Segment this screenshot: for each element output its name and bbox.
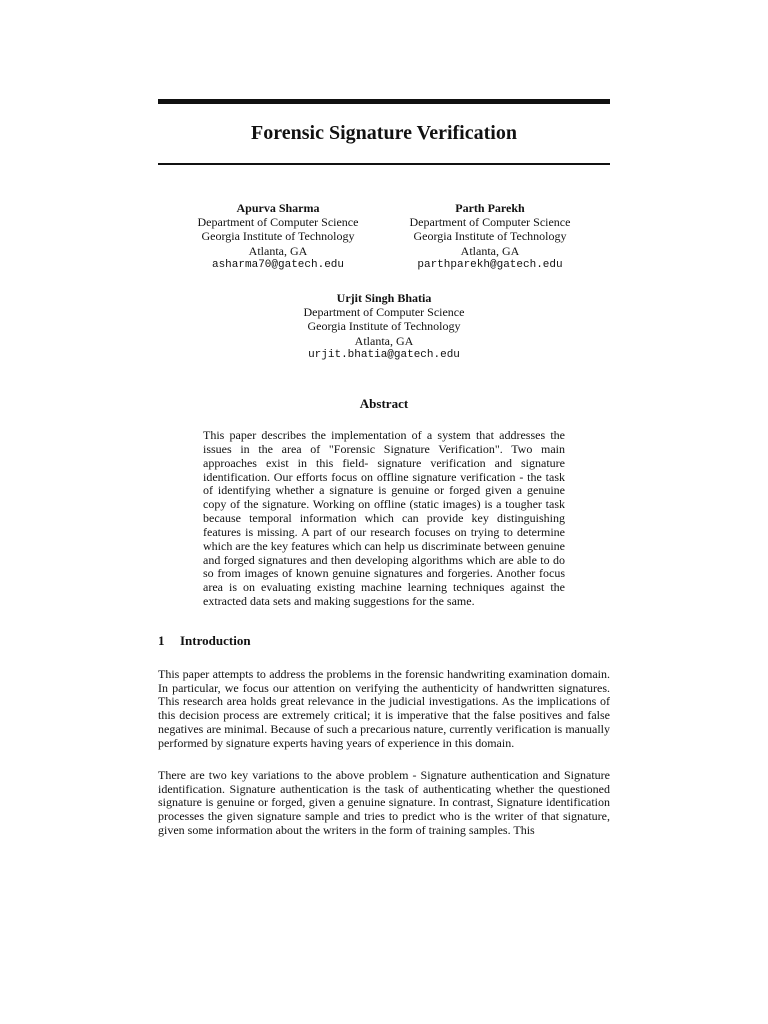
section-title: Introduction bbox=[180, 633, 251, 648]
author-email: urjit.bhatia@gatech.edu bbox=[308, 348, 460, 361]
section-number: 1 bbox=[158, 633, 165, 648]
author-block-3 bbox=[274, 291, 494, 362]
paper-title: Forensic Signature Verification bbox=[251, 122, 517, 144]
author-location: Atlanta, GA bbox=[248, 243, 308, 258]
author-name: Apurva Sharma bbox=[236, 201, 320, 215]
author-block-1 bbox=[168, 201, 388, 272]
author-block-2 bbox=[380, 201, 600, 272]
author-institution: Georgia Institute of Technology bbox=[413, 229, 567, 244]
author-department: Department of Computer Science bbox=[409, 215, 571, 230]
author-department: Department of Computer Science bbox=[197, 215, 359, 230]
author-email: asharma70@gatech.edu bbox=[211, 258, 345, 271]
author-location: Atlanta, GA bbox=[354, 333, 414, 348]
introduction-paragraph-1: This paper attempts to address the problems in the forensic handwriting examination domain. In particular, we focus our attention on verifying the authenticity of handwritten signatures. This research area holds great relevance in the judicial investigations. As the implications of this decision process are extremely critical; it is imperative that the false positives and false negatives are minimal. Because of such a precarious nature, currently verification is manually performed by signature experts having years of experience in this domain. bbox=[158, 667, 610, 750]
abstract-text: This paper describes the implementation of a system that addresses the issues in the area of "Forensic Signature Verification". Two main approaches exist in this field- signature verification and signature identification. Our efforts focus on offline signature verification - the task of identifying whether a signature is genuine or forged given a genuine copy of the signature. Working on offline (static images) is a tougher task because temporal information which can provide key distinguishing features is missing. A part of our research focuses on trying to determine which are the key features which can help us discriminate between genuine and forged signatures and then developing algorithms which are able to do so from images of known genuine signatures and forgeries. Another focus area is on evaluating existing machine learning techniques against the extracted data sets and making suggestions for the same. bbox=[203, 428, 565, 609]
author-email: parthparekh@gatech.edu bbox=[417, 258, 563, 271]
abstract-heading: Abstract bbox=[359, 396, 409, 411]
author-name: Urjit Singh Bhatia bbox=[336, 291, 432, 305]
author-institution: Georgia Institute of Technology bbox=[201, 229, 355, 244]
author-institution: Georgia Institute of Technology bbox=[307, 319, 461, 334]
introduction-paragraph-2: There are two key variations to the above problem - Signature authentication and Signature identification. Signature authentication is the task of authenticating whether the questioned signature is genuine or forged, given a genuine signature. In contrast, Signature identification processes the given signature sample and tries to predict who is the writer of that signature, given some information about the writers in the form of training samples. This bbox=[158, 768, 610, 837]
title-top-rule bbox=[158, 99, 610, 104]
title-bottom-rule bbox=[158, 163, 610, 165]
section-heading-introduction bbox=[158, 633, 610, 649]
author-department: Department of Computer Science bbox=[303, 305, 465, 320]
author-name: Parth Parekh bbox=[455, 201, 525, 215]
author-location: Atlanta, GA bbox=[460, 243, 520, 258]
